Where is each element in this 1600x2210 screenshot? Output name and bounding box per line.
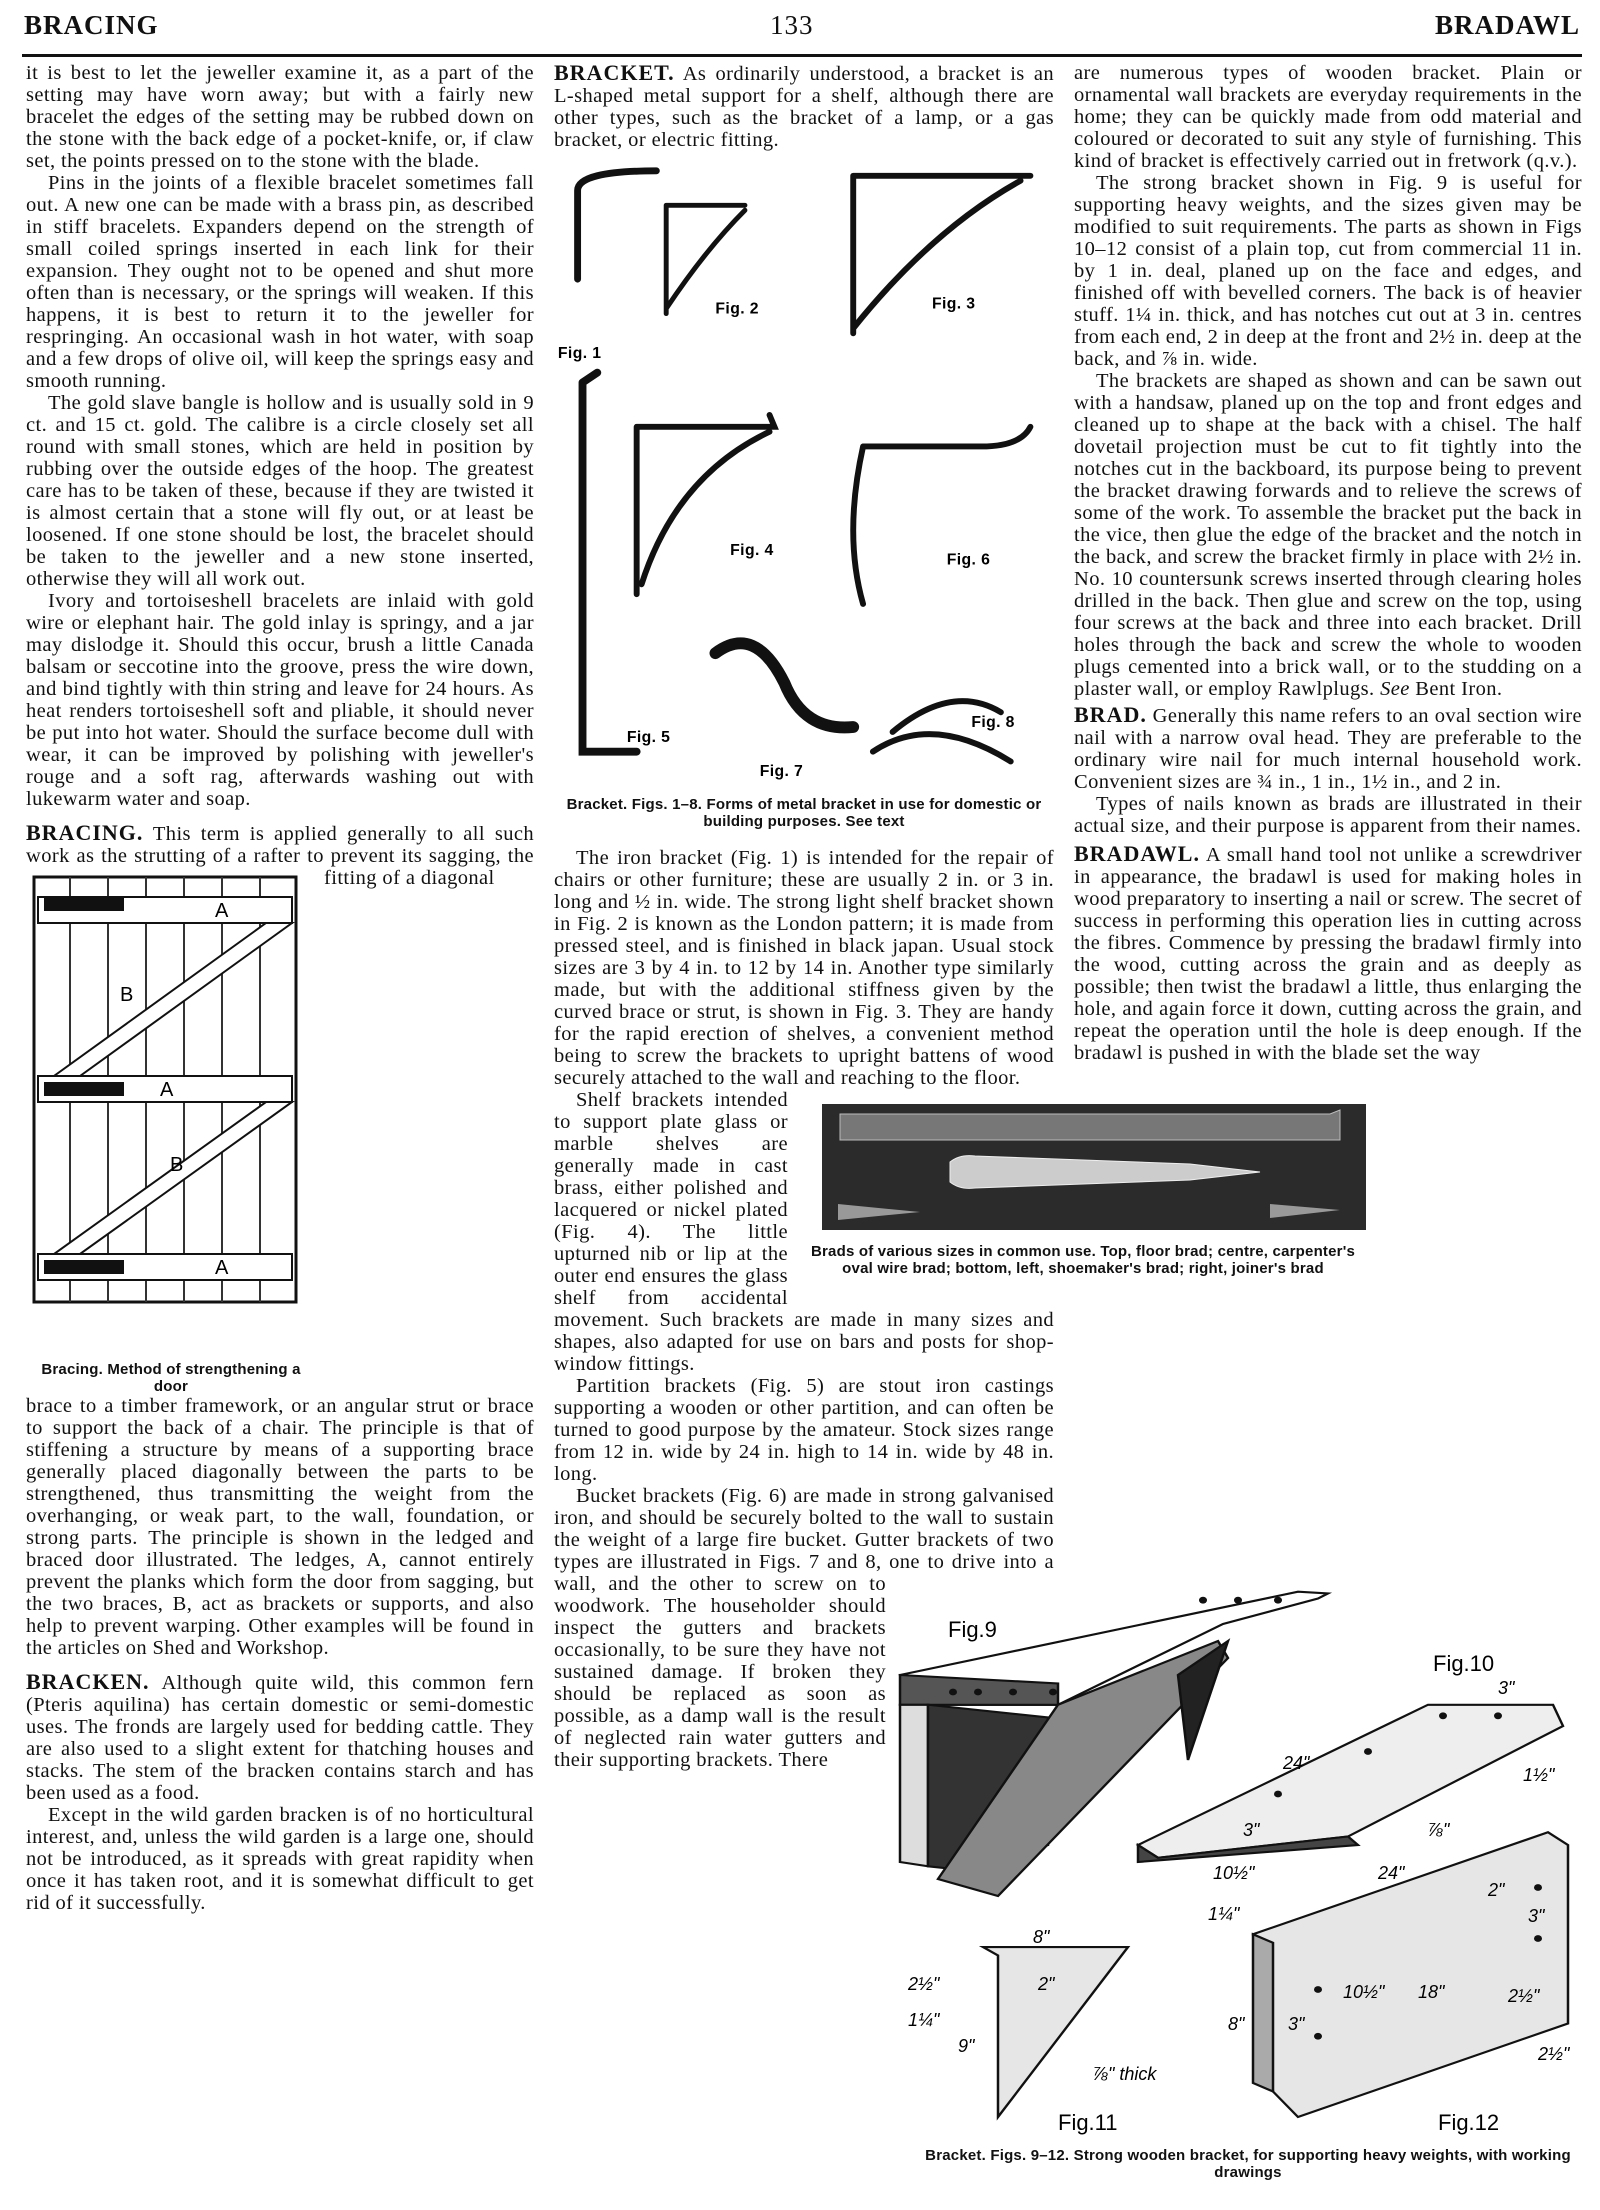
figure-bracing — [20, 871, 318, 1361]
entry-heading: BRACKET. — [554, 60, 675, 85]
paragraph: are numerous types of wooden bracket. Plain or ornamental wall brackets are everyday requirements in the home; they can be quickly made from odd material and coloured or decorated to suit any style of furnishing. This kind of bracket is effectively carried out in fretwork (q.v.). — [1074, 62, 1582, 172]
dimension: 3" — [1498, 1678, 1515, 1698]
entry-text: A small hand tool not unlike a screwdriver in appearance, the bradawl is used for making holes in wood preparatory to inserting a nail or screw. The secret of success in performing this operation lies in cutting across the fibres. Commence by pressing the bradawl firmly into the wood, cutting across the grain and as deeply as possible; then twist the bradawl a little, thus enlarging the hole, and again force it down, cutting across the grain, and repeat the operation until the hole is deep enough. If the bradawl is pushed in with the blade set the way — [1074, 844, 1582, 1064]
paragraph-text: The iron bracket (Fig. 1) is intended for the repair of chairs or other furniture; these are usually 2 in. or 3 in. long and ½ in. wide. The strong light shelf bracket shown in Fig. 2 is known as the London pattern; it is made from pressed steel, and is finished in black japan. Usual stock sizes are 3 by 4 in. to 12 by 14 in. Another type similarly made, but — [554, 847, 1054, 1001]
ledged-braced-door-drawing — [20, 871, 310, 1311]
paragraph — [554, 847, 1054, 1089]
paragraph-text: Partition brackets (Fig. 5) are stout iron — [576, 1375, 971, 1397]
entry-heading: BRACING. — [26, 820, 144, 845]
paragraph — [1074, 370, 1582, 700]
entry-heading: BRAD. — [1074, 702, 1147, 727]
metal-brackets-drawing — [554, 161, 1054, 791]
cross-reference-see: See — [1380, 678, 1410, 700]
dimension: 1½" — [1523, 1765, 1555, 1785]
entry-brad — [1074, 704, 1582, 793]
paragraph: Pins in the joints of a flexible bracelet sometimes fall out. A new one can be made with a brass pin, as described in stiff bracelets. Expanders depend on the strength of small coiled springs inserted in each link for their expansion. They ought not to be opened and shut more often than is necessary, or the springs will weaken. If this happens, it is best to return it to the jeweller for respringing. An occasional wash in hot water, with soap and a few drops of olive oil, will keep the springs easy and smooth running. — [26, 172, 534, 392]
entry-bracken — [26, 1671, 534, 1804]
label-A: A — [215, 1257, 229, 1279]
brads-photo — [800, 1100, 1366, 1234]
dimension: ⅞" thick — [1093, 2064, 1157, 2084]
dimension: 24" — [1283, 1753, 1310, 1773]
entry-text: As ordinarily understood, a bracket is an L-shaped metal support for a shelf, although there are other types, such as the bracket of a lamp, or a gas bracket, or electric fitting. — [554, 63, 1054, 151]
entry-bracing — [26, 820, 534, 1279]
page-number: 133 — [770, 10, 814, 40]
fig-label: Fig.9 — [948, 1617, 997, 1642]
dimension: 24" — [1378, 1863, 1405, 1883]
dimension: 1¼" — [1208, 1904, 1240, 1924]
entry-bradawl — [1074, 843, 1582, 1064]
entry-heading: BRACKEN. — [26, 1669, 150, 1694]
label-B: B — [170, 1154, 184, 1176]
figure-brads — [800, 1100, 1366, 1277]
fig-label: Fig. 7 — [759, 763, 804, 781]
paragraph: The gold slave bangle is hollow and is usually sold in 9 ct. and 15 ct. gold. The calibre is a circle closely set all round with small stones, which are held in position by rubbing over the outside edges of the hoop. The greatest care has to be taken of these, because if they are twisted it is almost certain that a stone will fly out, or at least be loosened. If one stone should be lost, the bracelet should be taken to the jeweller and a new stone inserted, otherwise they will all work out. — [26, 392, 534, 590]
cross-reference[interactable]: Bent Iron. — [1415, 678, 1503, 700]
dimension: 2½" — [908, 1974, 940, 1994]
fig-label: Fig. 2 — [715, 300, 759, 318]
dimension: 10½" — [1213, 1863, 1255, 1883]
running-head-left: BRACING — [24, 10, 159, 40]
fig-label: Fig. 5 — [626, 728, 671, 746]
entry-bracket — [554, 62, 1054, 151]
fig-label: Fig. 8 — [971, 714, 1015, 732]
running-head-right: BRADAWL — [1434, 10, 1580, 40]
fig-label: Fig. 6 — [946, 551, 991, 569]
column-1 — [26, 62, 534, 1914]
entry-heading: BRADAWL. — [1074, 841, 1200, 866]
entry-text: brace to a timber framework, or an angular strut or brace to support the back of a chair. The principle is that of stiffening a structure by means of a supporting brace generally placed diagonally between the parts to be strengthened, thus transmitting the weight from the overhanging, or weak part, to the wall, foundation, or strong parts. The principle is shown in the ledged and braced door illustrated. The ledges, A, cannot entirely prevent the planks which form the door from sagging, but the two braces, B, act as brackets or supports, and also help to prevent warping. Other examples will be found in the articles on Shed and Workshop. — [26, 1395, 534, 1659]
fig-label: Fig. 3 — [931, 295, 976, 313]
dimension: 3" — [1288, 2014, 1305, 2034]
dimension: 1¼" — [908, 2010, 940, 2030]
dimension: 2½" — [1538, 2044, 1570, 2064]
entry-text: Although quite wild, this common fern (Pteris aquilina) has certain domestic or semi-domestic uses. The fronds are largely used for bedding cattle. They are also used to a slight extent for thatching houses and stacks. The stem of the bracken contains starch and has been used as a food. — [26, 1672, 534, 1804]
paragraph: Types of nails known as brads are illustrated in their actual size, and their purpose is apparent from their names. — [1074, 793, 1582, 837]
dimension: 2" — [1038, 1974, 1055, 1994]
paragraph: Ivory and tortoiseshell bracelets are inlaid with gold wire or elephant hair. The gold inlay is springy, and a jar may dislodge it. Should this occur, brush a little Canada balsam or seccotine into the groove, press the wire down, and bind tightly with thin string and leave for 24 hours. As heat renders tortoiseshell soft and pliable, it should never be put into hot water. Should the surface become dull with wear, it can be improved by polishing with jeweller's rouge and a soft rag, afterwards washing out with lukewarm water and soap. — [26, 590, 534, 810]
paragraph: The strong bracket shown in Fig. 9 is useful for supporting heavy weights, and the sizes given may be modified to suit requirements. The parts as shown in Figs 10–12 consist of a plain top, cut from commercial 11 in. by 1 in. deal, planed up on the face and edges, and finished off with bevelled corners. The back is of heavier stuff. 1¼ in. thick, and has notches cut out at 3 in. centres from each end, 2 in deep at the front and 2½ in. deep at the back, and ⅞ in. wide. — [1074, 172, 1582, 370]
figure-caption: Brads of various sizes in common use. Top, floor brad; centre, carpenter's oval wire brad; bottom, left, shoemaker's brad; right, joiner's brad — [810, 1243, 1356, 1277]
paragraph-text: The brackets are shaped as shown and can be sawn out with a handsaw, planed up on the top and front edges and cleaned up to shape at the back with a chisel. The half dovetail projection must be cut to fit tightly into the notches cut in the backboard, its purpose being to prevent the bracket drawing forwards and to relieve the screws of some of the work. To assemble the bracket put the back in the vice, then glue the edge of the bracket and the notch in the back, and screw the bracket firmly in place with 2½ in. No. 10 countersunk screws inserted through clearing holes drilled in the back. Then glue and screw on the top, using four screws at the back and three into each bracket. Drill holes through the back and screw the whole to wooden plugs cemented into a brick wall, or to the studding on a plaster wall, or employ Rawlplugs. — [1074, 370, 1582, 700]
figure-caption: Bracing. Method of strengthening a door — [41, 1361, 301, 1395]
dimension: 2" — [1488, 1880, 1505, 1900]
paragraph: Bucket brackets (Fig. 6) are made in strong galvanised iron, and should be securely bolted to the wall to sustain the weight of a large fire bucket. Gutter brackets of two types are illustrated in Figs. 7 and 8, one to drive into a wall, and the other to screw on to woodwork. The householder should inspect the gutters and brackets occasionally, to be sure they have not sustained damage. If broken they should be replaced as soon as possible, as a damp wall is the result of neglected rain water gutters and their supporting brackets. There — [554, 1485, 1054, 1771]
label-A: A — [215, 900, 229, 922]
paragraph: Shelf brackets intended to support plate glass or marble shelves are generally made in cast brass, either polished and lacquered or nickel plated (Fig. 4). The little upturned nib or lip at the outer end ensures the glass shelf from accidental movement. Such brackets are made in many sizes and shapes, also adapted for use on bars and posts for shop-window fittings. — [554, 1089, 1054, 1375]
fig-label: Fig. 4 — [730, 541, 774, 559]
paragraph-text: with the additional stiffness given by the curved brace or strut, is shown in Fig. 3. They are handy for the rapid erection of shelves, a convenient method being to screw the brackets to upright battens of wood securely attached to the wall and reaching to the floor. — [554, 979, 1054, 1089]
fig-label: Fig.12 — [1438, 2110, 1500, 2135]
figure-metal-brackets — [554, 161, 1054, 841]
dimension: 8" — [1033, 1927, 1050, 1947]
fig-label: Fig. 1 — [557, 344, 602, 362]
wooden-bracket-drawings — [898, 1590, 1598, 2138]
fig-label: Fig.11 — [1058, 2110, 1118, 2135]
fig-label: Fig.10 — [1433, 1651, 1495, 1676]
paragraph — [554, 1375, 1054, 1485]
dimension: 2½" — [1508, 1986, 1540, 2006]
header-rule — [22, 54, 1582, 57]
label-B: B — [120, 984, 134, 1006]
figure-caption: Bracket. Figs. 9–12. Strong wooden bracket, for supporting heavy weights, with working drawings — [925, 2147, 1571, 2181]
dimension: 18" — [1418, 1982, 1445, 2002]
figure-caption: Bracket. Figs. 1–8. Forms of metal bracket in use for domestic or building purposes. See text — [566, 796, 1042, 830]
label-A: A — [160, 1079, 174, 1101]
paragraph: Except in the wild garden bracken is of no horticultural interest, and, unless the wild garden is a large one, should not be introduced, as it spreads with great rapidity when once it has taken root, and it is somewhat difficult to get rid of it successfully. — [26, 1804, 534, 1914]
dimension: ⅞" — [1428, 1820, 1450, 1840]
paragraph-text: castings supporting a wooden or other partition, and can often be turned to good purpose by the amateur. Stock sizes range from 12 in. wide by 24 in. high to 14 in. wide by 48 in. long. — [554, 1375, 1054, 1485]
entry-text: This term is applied generally to all such work as the strutting of a rafter to prevent its sagging, the fitting of a diagonal — [26, 823, 534, 889]
dimension: 3" — [1243, 1820, 1260, 1840]
dimension: 8" — [1228, 2014, 1245, 2034]
entry-text: Generally this name refers to an oval section wire nail with a narrow oval head. They are preferable to the ordinary wire nail for much internal household work. Convenient sizes are ¾ in., 1 in., 1½ in., and 2 in. — [1074, 705, 1582, 793]
figure-wooden-bracket — [898, 1590, 1598, 2194]
dimension: 9" — [958, 2036, 975, 2056]
paragraph: it is best to let the jeweller examine it, as a part of the setting may have worn away; but with a fairly new bracelet the edges of the setting may be rubbed down on the stone with the back edge of a pocket-knife, or, if claw set, the points pressed on to the stone with the blade. — [26, 62, 534, 172]
dimension: 10½" — [1343, 1982, 1385, 2002]
dimension: 3" — [1528, 1906, 1545, 1926]
